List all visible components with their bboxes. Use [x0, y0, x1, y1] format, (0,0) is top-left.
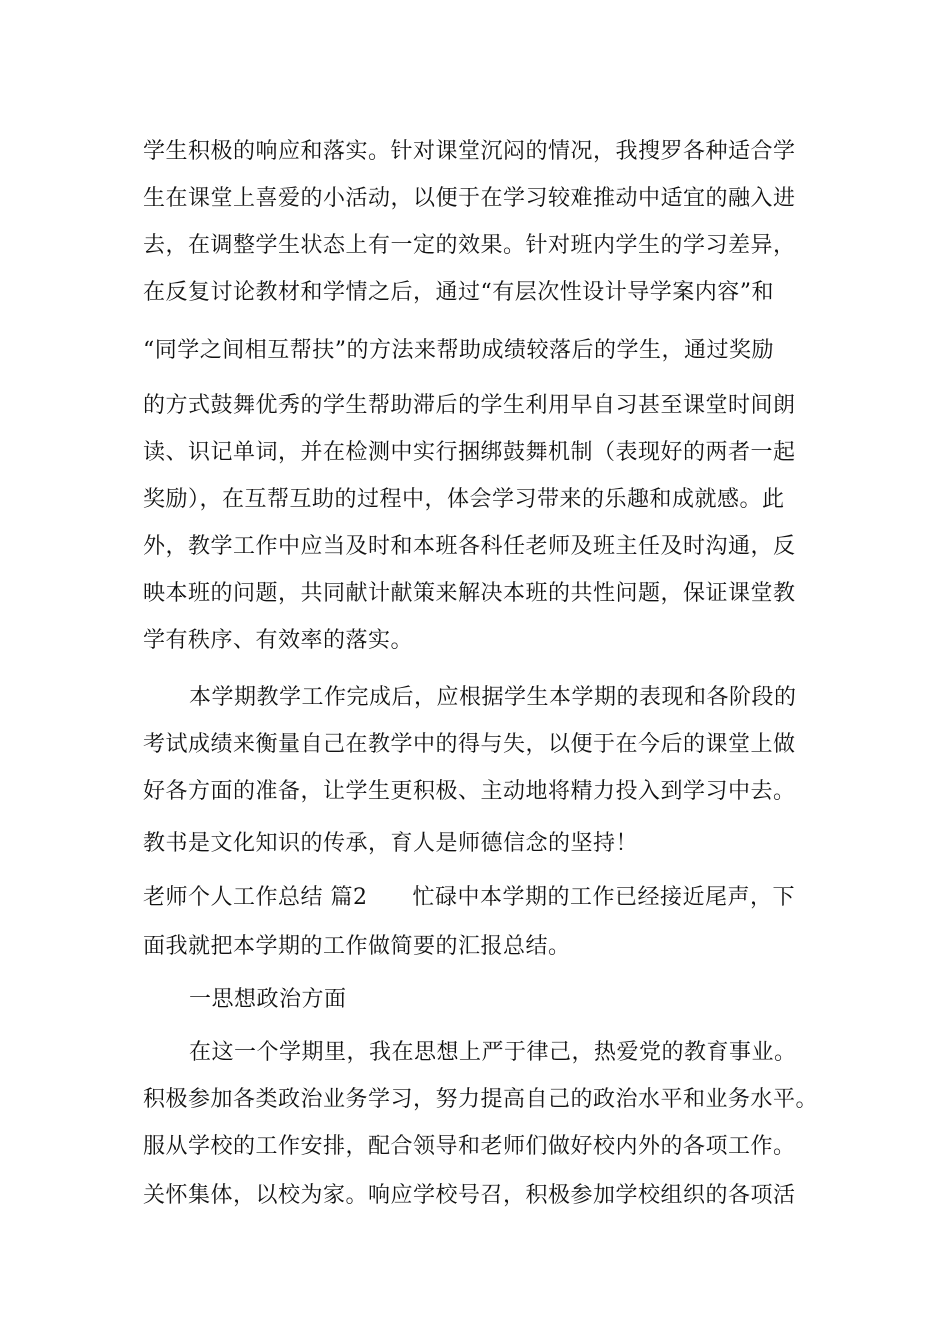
paragraph-line: 考试成绩来衡量自己在教学中的得与失，以便于在今后的课堂上做 — [143, 732, 796, 757]
paragraph-line: 学有秩序、有效率的落实。 — [143, 628, 414, 653]
paragraph-line: 关怀集体，以校为家。响应学校号召，积极参加学校组织的各项活 — [143, 1183, 796, 1208]
paragraph-line: “同学之间相互帮扶”的方法来帮助成绩较落后的学生，通过奖励 — [143, 338, 774, 363]
section-heading-line: 老师个人工作总结 篇2 忙碌中本学期的工作已经接近尾声，下 — [143, 885, 795, 910]
paragraph-line: 奖励），在互帮互助的过程中，体会学习带来的乐趣和成就感。此 — [143, 487, 785, 512]
paragraph-line: 生在课堂上喜爱的小活动，以便于在学习较难推动中适宜的融入进 — [143, 186, 796, 211]
paragraph-line: 好各方面的准备，让学生更积极、主动地将精力投入到学习中去。 — [143, 779, 796, 804]
subsection-heading: 一思想政治方面 — [189, 987, 347, 1012]
paragraph-line: 外，教学工作中应当及时和本班各科任老师及班主任及时沟通，反 — [143, 534, 796, 559]
paragraph-line: 的方式鼓舞优秀的学生帮助滞后的学生利用早自习甚至课堂时间朗 — [143, 393, 796, 418]
paragraph-line: 在反复讨论教材和学情之后，通过“有层次性设计导学案内容”和 — [143, 280, 774, 305]
paragraph-line: 读、识记单词，并在检测中实行捆绑鼓舞机制（表现好的两者一起 — [143, 440, 796, 465]
paragraph-line: 积极参加各类政治业务学习，努力提高自己的政治水平和业务水平。 — [143, 1087, 819, 1112]
paragraph-line: 本学期教学工作完成后，应根据学生本学期的表现和各阶段的 — [189, 685, 797, 710]
paragraph-line: 学生积极的响应和落实。针对课堂沉闷的情况，我搜罗各种适合学 — [143, 139, 796, 164]
paragraph-line: 在这一个学期里，我在思想上严于律己，热爱党的教育事业。 — [189, 1040, 797, 1065]
paragraph-line: 去，在调整学生状态上有一定的效果。针对班内学生的学习差异， — [143, 233, 796, 258]
paragraph-line: 面我就把本学期的工作做简要的汇报总结。 — [143, 934, 571, 959]
paragraph-line: 教书是文化知识的传承，育人是师德信念的坚持！ — [143, 831, 639, 856]
paragraph-line: 映本班的问题，共同献计献策来解决本班的共性问题，保证课堂教 — [143, 581, 796, 606]
paragraph-line: 服从学校的工作安排，配合领导和老师们做好校内外的各项工作。 — [143, 1134, 796, 1159]
